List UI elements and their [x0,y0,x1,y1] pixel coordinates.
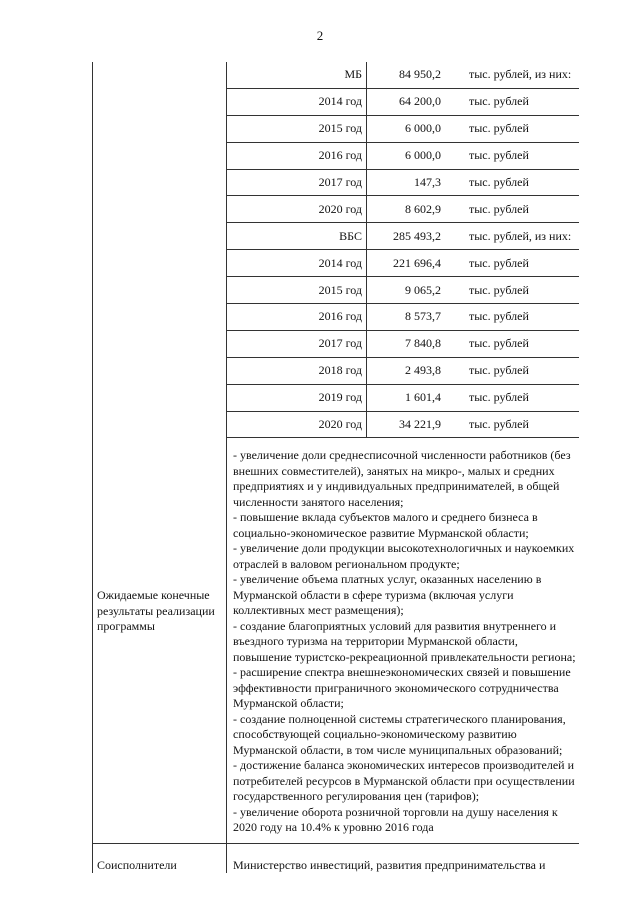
finance-row-unit: тыс. рублей [453,142,579,169]
finance-row-value: 8 602,9 [367,196,454,223]
results-list [227,438,580,843]
finance-row-value: 9 065,2 [367,277,454,304]
co-executors-text: Министерство инвестиций, развития предпринимательства и [233,857,546,872]
result-item: - создание полноценной системы стратегического планирования, способствующей социально-экономическому развитию Мурманской области, в том числе муниципальных образований; [233,711,566,757]
finance-row-label: 2018 год [227,357,367,384]
finance-row-unit: тыс. рублей [453,411,579,438]
program-passport-table [92,62,579,873]
finance-row-label: 2015 год [227,277,367,304]
finance-row [227,277,579,304]
finance-row-label: 2014 год [227,250,367,277]
finance-row-unit: тыс. рублей [453,384,579,411]
finance-row [227,115,579,142]
finance-row-label: 2017 год [227,169,367,196]
finance-row-label: 2014 год [227,88,367,115]
finance-row-unit: тыс. рублей [453,250,579,277]
finance-row-unit: тыс. рублей [453,357,579,384]
finance-row [227,88,579,115]
finance-row-value: 64 200,0 [367,88,454,115]
result-item: - увеличение доли продукции высокотехнологичных и наукоемких отраслей в валовом региональном продукте; [233,541,575,571]
finance-row-label: 2020 год [227,411,367,438]
finance-row-unit: тыс. рублей, из них: [469,67,572,82]
finance-row-value: 147,3 [367,169,454,196]
finance-section [93,62,580,438]
result-item: - создание благоприятных условий для развития внутреннего и въездного туризма на территории Мурманской области, повышение туристско-рекреационной привлекательности региона; [233,618,576,664]
result-item: - увеличение оборота розничной торговли на душу населения к 2020 году на 10.4% к уровню 2016 года [233,804,558,835]
finance-row-value: 221 696,4 [367,250,454,277]
finance-row-value: 1 601,4 [367,384,454,411]
finance-row [227,223,579,250]
finance-row [227,411,579,438]
finance-row [227,304,579,331]
finance-content-cell [227,62,580,438]
page-number: 2 [316,28,324,43]
finance-row-unit: тыс. рублей [453,330,579,357]
finance-row-unit: тыс. рублей [453,88,579,115]
finance-row-unit: тыс. рублей [453,304,579,331]
finance-row-label: 2015 год [227,115,367,142]
finance-label-cell [93,62,227,438]
finance-row-label: 2016 год [227,142,367,169]
finance-row-unit: тыс. рублей [453,196,579,223]
finance-row-value: 6 000,0 [367,142,454,169]
finance-row [227,357,579,384]
co-executors-label: Соисполнители [93,843,227,873]
finance-row-label: 2019 год [227,384,367,411]
results-label: Ожидаемые конечные результаты реализации программы [93,438,227,843]
finance-row-label: МБ [227,62,367,88]
finance-row [227,384,579,411]
finance-row-label: ВБС [227,223,367,250]
finance-row-unit: тыс. рублей, из них: [453,223,579,250]
finance-row-label: 2017 год [227,330,367,357]
finance-row [227,169,579,196]
co-executors-section [93,843,580,873]
result-item: - повышение вклада субъектов малого и среднего бизнеса в социально-экономическое развитие Мурманской области; [233,510,538,540]
finance-row-value: 2 493,8 [367,357,454,384]
finance-row-unit: тыс. рублей [453,277,579,304]
finance-row-unit: тыс. рублей [453,115,579,142]
finance-row [227,196,579,223]
finance-row [227,330,579,357]
finance-row-value: 285 493,2 [367,223,454,250]
finance-row-value: 7 840,8 [367,330,454,357]
finance-row [227,250,579,277]
finance-row-label: 2016 год [227,304,367,331]
finance-row [227,142,579,169]
finance-row-value: 6 000,0 [367,115,454,142]
finance-row-unit: тыс. рублей [453,169,579,196]
result-item: - увеличение доли среднесписочной численности работников (без внешних совместителей), занятых на микро-, малых и средних предприятиях и у индивидуальных предпринимателей, в общей численности занятого населения; [233,448,571,509]
results-section [93,438,580,843]
finance-row-value: 8 573,7 [367,304,454,331]
finance-table [227,62,579,438]
finance-row-value: 84 950,2 [399,67,441,82]
result-item: - расширение спектра внешнеэкономических связей и повышение эффективности приграничного экономического сотрудничества Мурманской области; [233,665,571,711]
finance-row-label: 2020 год [227,196,367,223]
result-item: - увеличение объема платных услуг, оказанных населению в Мурманской области в сфере туризма (включая услуги коллективных мест размещения); [233,572,542,618]
finance-row-value: 34 221,9 [367,411,454,438]
finance-row [227,62,579,88]
result-item: - достижение баланса экономических интересов производителей и потребителей ресурсов в Мурманской области при осуществлении государственного регулирования цен (тарифов); [233,758,575,804]
